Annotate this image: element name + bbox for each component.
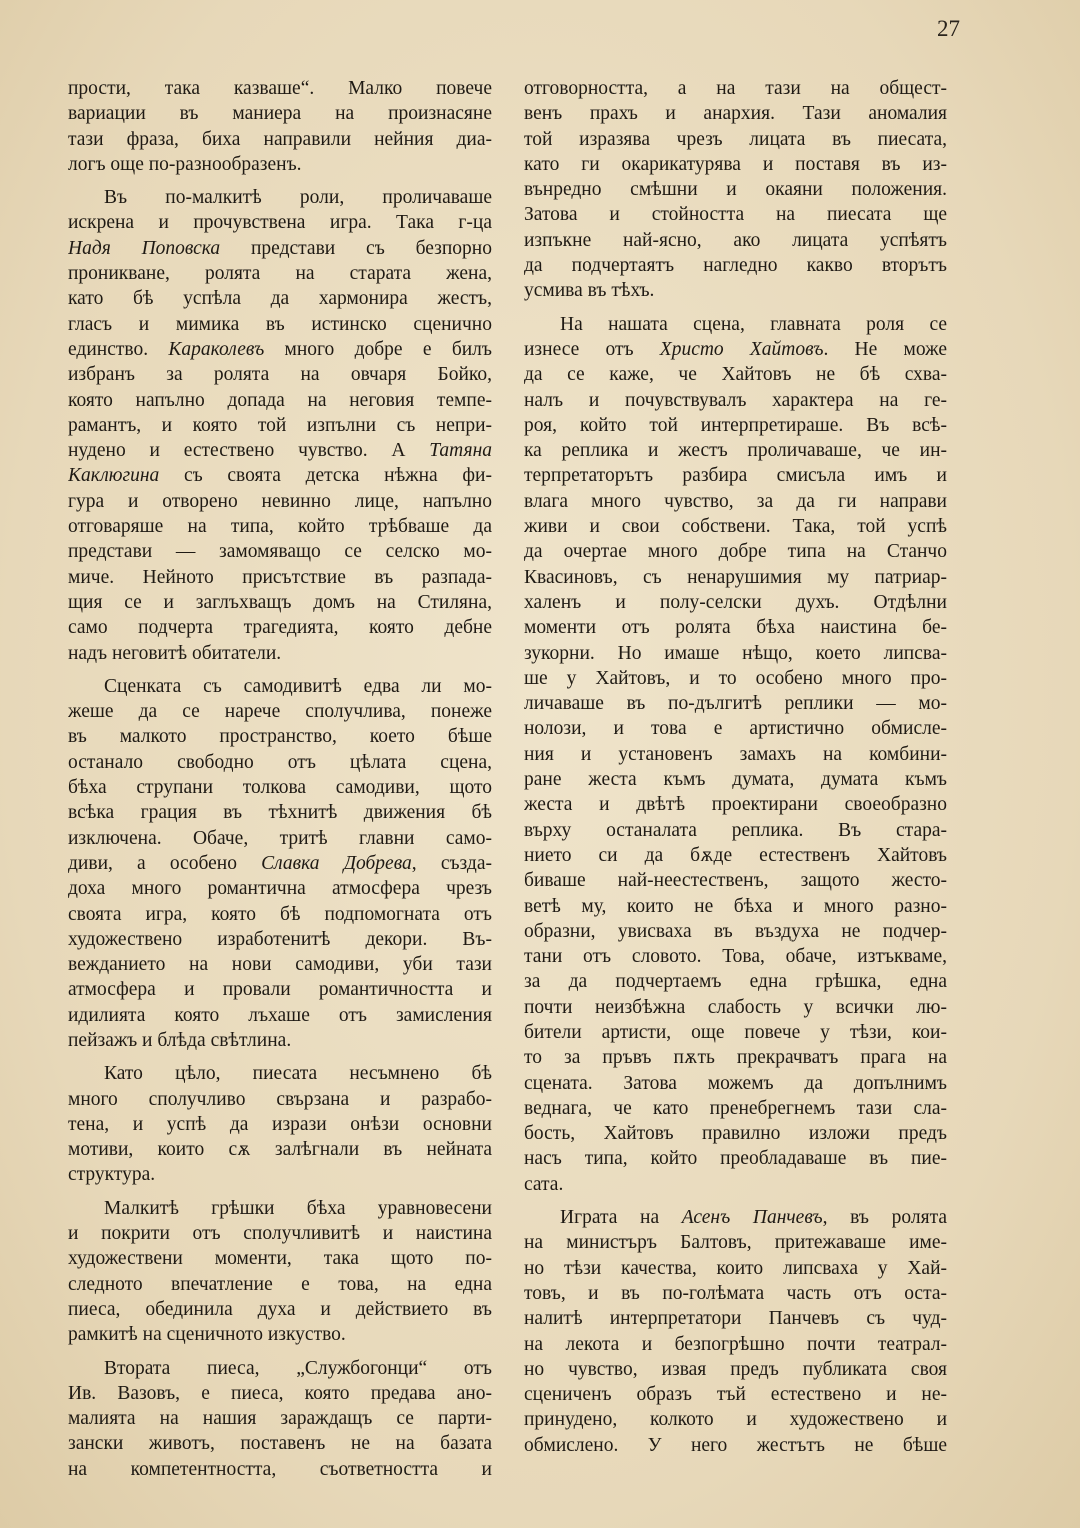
- text-line: на министъръ Балтовъ, притежаваше име-: [524, 1232, 947, 1254]
- text-line: представи — замомяващо се селско мо-: [68, 541, 492, 563]
- text-segment: изнесе отъ: [524, 338, 660, 360]
- italic-name: Каклюгина: [68, 465, 160, 487]
- text-line: структура.: [68, 1164, 156, 1186]
- text-segment: диви, а особено: [68, 852, 262, 874]
- text-line: [68, 337, 492, 362]
- text-line: личаваше въ по-дългитѣ реплики — мо-: [524, 693, 947, 715]
- text-line: надъ неговитѣ обитатели.: [68, 642, 282, 664]
- text-line: само подчерта трагедията, която дебне: [68, 617, 492, 639]
- italic-name: Славка Добрева: [261, 852, 412, 874]
- text-line: образни, увисваха въ въздуха не подчер-: [524, 920, 947, 942]
- text-line: Сценката съ самодивитѣ едва ли мо-: [104, 675, 492, 697]
- text-line: ветѣ му, които не бѣха и много разно-: [524, 895, 947, 917]
- text-line: Квасиновъ, съ ненарушимия му патриар-: [524, 566, 947, 588]
- text-line: ше у Хайтовъ, и то особено много про-: [524, 667, 947, 689]
- text-segment: нудено и естествено чувство. А: [68, 440, 430, 462]
- text-line: за да подчертаемъ една грѣшка, една: [524, 971, 947, 993]
- text-line: сата.: [524, 1173, 564, 1195]
- text-line: терпретаторътъ разбира смисъла имъ и: [524, 465, 947, 487]
- text-line: проникване, ролята на старата жена,: [68, 263, 492, 285]
- text-line: рамкитѣ на сценичното изкуство.: [68, 1324, 346, 1346]
- text-line: искрена и прочувствена игра. Така г-ца: [68, 212, 492, 234]
- text-line: биваше най-неестественъ, защото жесто-: [524, 870, 947, 892]
- text-line: бители артисти, още повече у тѣзи, кои-: [524, 1021, 947, 1043]
- text-line: вежданието на нови самодиви, уби тази: [68, 954, 492, 976]
- text-line: той изразява чрезъ лицата въ пиесата,: [524, 128, 947, 150]
- text-line: обмислено. У него жестътъ не бѣше: [524, 1434, 947, 1456]
- text-line: изпъкне най-ясно, ако лицата успѣятъ: [524, 229, 947, 251]
- text-line: атмосфера и провали романтичността и: [68, 979, 492, 1001]
- text-line: ране жеста къмъ думата, думата къмъ: [524, 769, 947, 791]
- right-column: [524, 76, 947, 1458]
- text-line: всѣка грация въ тѣхнитѣ движения бѣ: [68, 802, 492, 824]
- text-line: художествено изработенитѣ декори. Въ-: [68, 928, 492, 950]
- italic-name: Татяна: [429, 440, 492, 462]
- text-line: останало свободно отъ цѣлата сцена,: [68, 751, 492, 773]
- text-line: изключена. Обаче, тритѣ главни само-: [68, 827, 492, 849]
- text-line: почти неизбѣжна слабость у всички лю-: [524, 996, 947, 1018]
- text-line: нието си да бѫде естественъ Хайтовъ: [524, 844, 947, 866]
- text-line: тена, и успѣ да изрази онѣзи основни: [68, 1113, 492, 1135]
- text-line: но чувство, извая предъ публиката своя: [524, 1358, 947, 1380]
- text-line: художествени моменти, така щото по-: [68, 1248, 492, 1270]
- text-line: сцената. Затова можемъ да допълнимъ: [524, 1072, 947, 1094]
- text-line: вънредно смѣшни и окаяни положения.: [524, 179, 947, 201]
- text-line: веднага, че като пренебрегнемъ тази сла-: [524, 1097, 947, 1119]
- text-line: пиеса, обединила духа и действието въ: [68, 1298, 492, 1320]
- italic-name: Асенъ Панчевъ: [681, 1207, 823, 1229]
- text-segment: . Не може: [823, 338, 947, 360]
- text-line: жеста и двѣтѣ проектирани своеобразно: [524, 794, 947, 816]
- text-line: то за пръвъ пѫть прекрачватъ прага на: [524, 1047, 947, 1069]
- text-line: тани отъ словото. Това, обаче, изтъкваме,: [524, 946, 947, 968]
- text-line: бость, Хайтовъ правилно изложи предъ: [524, 1123, 947, 1145]
- text-line: жеше да се нарече сполучлива, понеже: [68, 701, 492, 723]
- text-line: [68, 463, 492, 488]
- text-line: халенъ и полу-селски духъ. Отдѣлни: [524, 591, 947, 613]
- text-line: следното впечатление е това, на една: [68, 1273, 492, 1295]
- text-line: да подчертаятъ нагледно какво вторътъ: [524, 255, 947, 277]
- text-segment: съ своята детска нѣжна фи-: [159, 465, 492, 487]
- left-column: [68, 76, 492, 1482]
- text-line: насъ типа, който преобладаваше въ пие-: [524, 1148, 947, 1170]
- text-line: рамантъ, и която той изпълни съ непри-: [68, 414, 492, 436]
- text-line: която напълно допада на неговия темпе-: [68, 389, 492, 411]
- text-line: върху останалата реплика. Въ стара-: [524, 819, 947, 841]
- text-line: на компетентността, съответността и: [68, 1458, 492, 1480]
- text-line: отговорността, а на тази на общест-: [524, 78, 947, 99]
- text-line: да очертае много добре типа на Станчо: [524, 541, 947, 563]
- text-line: роя, който той интерпретираше. Въ всѣ-: [524, 414, 947, 436]
- text-line: нолози, и това е артистично обмисле-: [524, 718, 947, 740]
- text-line: [524, 337, 947, 362]
- text-line: логъ още по-разнообразенъ.: [68, 153, 302, 175]
- text-line: Въ по-малкитѣ роли, проличаваше: [104, 187, 492, 209]
- text-line: тази фраза, биха направили нейния диа-: [68, 128, 492, 150]
- text-line: налъ и почувствувалъ характера на ге-: [524, 389, 947, 411]
- text-segment: Играта на: [560, 1207, 682, 1229]
- text-line: налитѣ интерпретатори Панчевъ съ чуд-: [524, 1308, 947, 1330]
- text-line: На нашата сцена, главната роля се: [560, 313, 947, 335]
- text-line: ка реплика и жестъ проличаваше, че ин-: [524, 440, 947, 462]
- italic-name: Караколевъ: [168, 338, 265, 360]
- text-line: гласъ и мимика въ истинско сценично: [68, 313, 492, 335]
- text-line: [524, 1205, 947, 1230]
- text-line: въ малкото пространство, което бѣше: [68, 726, 492, 748]
- text-line: прости, така казваше“. Малко повече: [68, 78, 492, 99]
- italic-name: Надя Поповска: [68, 237, 221, 259]
- text-line: като ги окарикатурява и поставя въ из-: [524, 153, 947, 175]
- text-line: моменти отъ ролята бѣха наистина бе-: [524, 617, 947, 639]
- text-line: гура и отворено невинно лице, напълно: [68, 490, 492, 512]
- text-segment: , въ ролята: [822, 1207, 947, 1229]
- text-line: на лекота и безпогрѣшно почти театрал-: [524, 1333, 947, 1355]
- text-line: [68, 438, 492, 463]
- text-segment: представи съ безпорно: [220, 237, 492, 259]
- text-line: избранъ за ролята на овчаря Бойко,: [68, 364, 492, 386]
- text-line: вариации въ маниера на произнасяне: [68, 103, 492, 125]
- text-line: ния и установенъ замахъ на комбини-: [524, 743, 947, 765]
- page-number: 27: [937, 16, 960, 41]
- text-line: [68, 236, 492, 261]
- text-line: Малкитѣ грѣшки бѣха уравновесени: [104, 1197, 492, 1219]
- text-line: но тѣзи качества, които липсваха у Хай-: [524, 1257, 947, 1279]
- text-line: много сполучливо свързана и разрабо-: [68, 1088, 492, 1110]
- text-line: бѣха струпани толкова самодиви, щото: [68, 777, 492, 799]
- text-segment: , създа-: [411, 852, 492, 874]
- text-line: Затова и стойността на пиесата ще: [524, 204, 947, 226]
- text-line: Като цѣло, пиесата несъмнено бѣ: [104, 1063, 492, 1085]
- text-line: [68, 851, 492, 876]
- text-line: да се каже, че Хайтовъ не бѣ схва-: [524, 364, 947, 386]
- text-segment: много добре е билъ: [264, 338, 492, 360]
- text-line: Втората пиеса, „Службогонци“ отъ: [104, 1357, 492, 1379]
- text-line: сцениченъ образъ тъй естествено и не-: [524, 1384, 947, 1406]
- text-line: усмива въ тѣхъ.: [524, 280, 655, 302]
- text-line: пейзажъ и блѣда свѣтлина.: [68, 1029, 292, 1051]
- text-line: влага много чувство, за да ги направи: [524, 490, 947, 512]
- text-line: малията на нашия зараждащъ се парти-: [68, 1408, 492, 1430]
- text-line: мотиви, които сѫ залѣгнали въ нейната: [68, 1139, 492, 1161]
- text-line: като бѣ успѣла да хармонира жестъ,: [68, 288, 492, 310]
- text-segment: единство.: [68, 338, 169, 360]
- text-line: миче. Нейното присътствие въ разпада-: [68, 566, 492, 588]
- text-line: идилията която лъхаше отъ замисления: [68, 1004, 492, 1026]
- text-line: доха много романтична атмосфера чрезъ: [68, 878, 492, 900]
- text-line: зукорни. Но имаше нѣщо, което липсва-: [524, 642, 947, 664]
- italic-name: Христо Хайтовъ: [659, 338, 824, 360]
- text-line: живи и свои собствени. Така, той успѣ: [524, 516, 947, 538]
- text-line: зански животъ, поставенъ не на базата: [68, 1433, 492, 1455]
- text-line: венъ прахъ и анархия. Тази аномалия: [524, 103, 947, 125]
- text-line: принудено, колкото и художествено и: [524, 1409, 947, 1431]
- text-line: Ив. Вазовъ, е пиеса, която предава ано-: [68, 1382, 492, 1404]
- text-line: и покрити отъ сполучливитѣ и наистина: [68, 1223, 492, 1245]
- text-line: товъ, и въ по-голѣмата часть отъ оста-: [524, 1282, 947, 1304]
- text-line: своята игра, която бѣ подпомогната отъ: [68, 903, 492, 925]
- text-line: щия се и заглъхващъ домъ на Стиляна,: [68, 591, 492, 613]
- text-line: отговаряше на типа, който трѣбваше да: [68, 516, 492, 538]
